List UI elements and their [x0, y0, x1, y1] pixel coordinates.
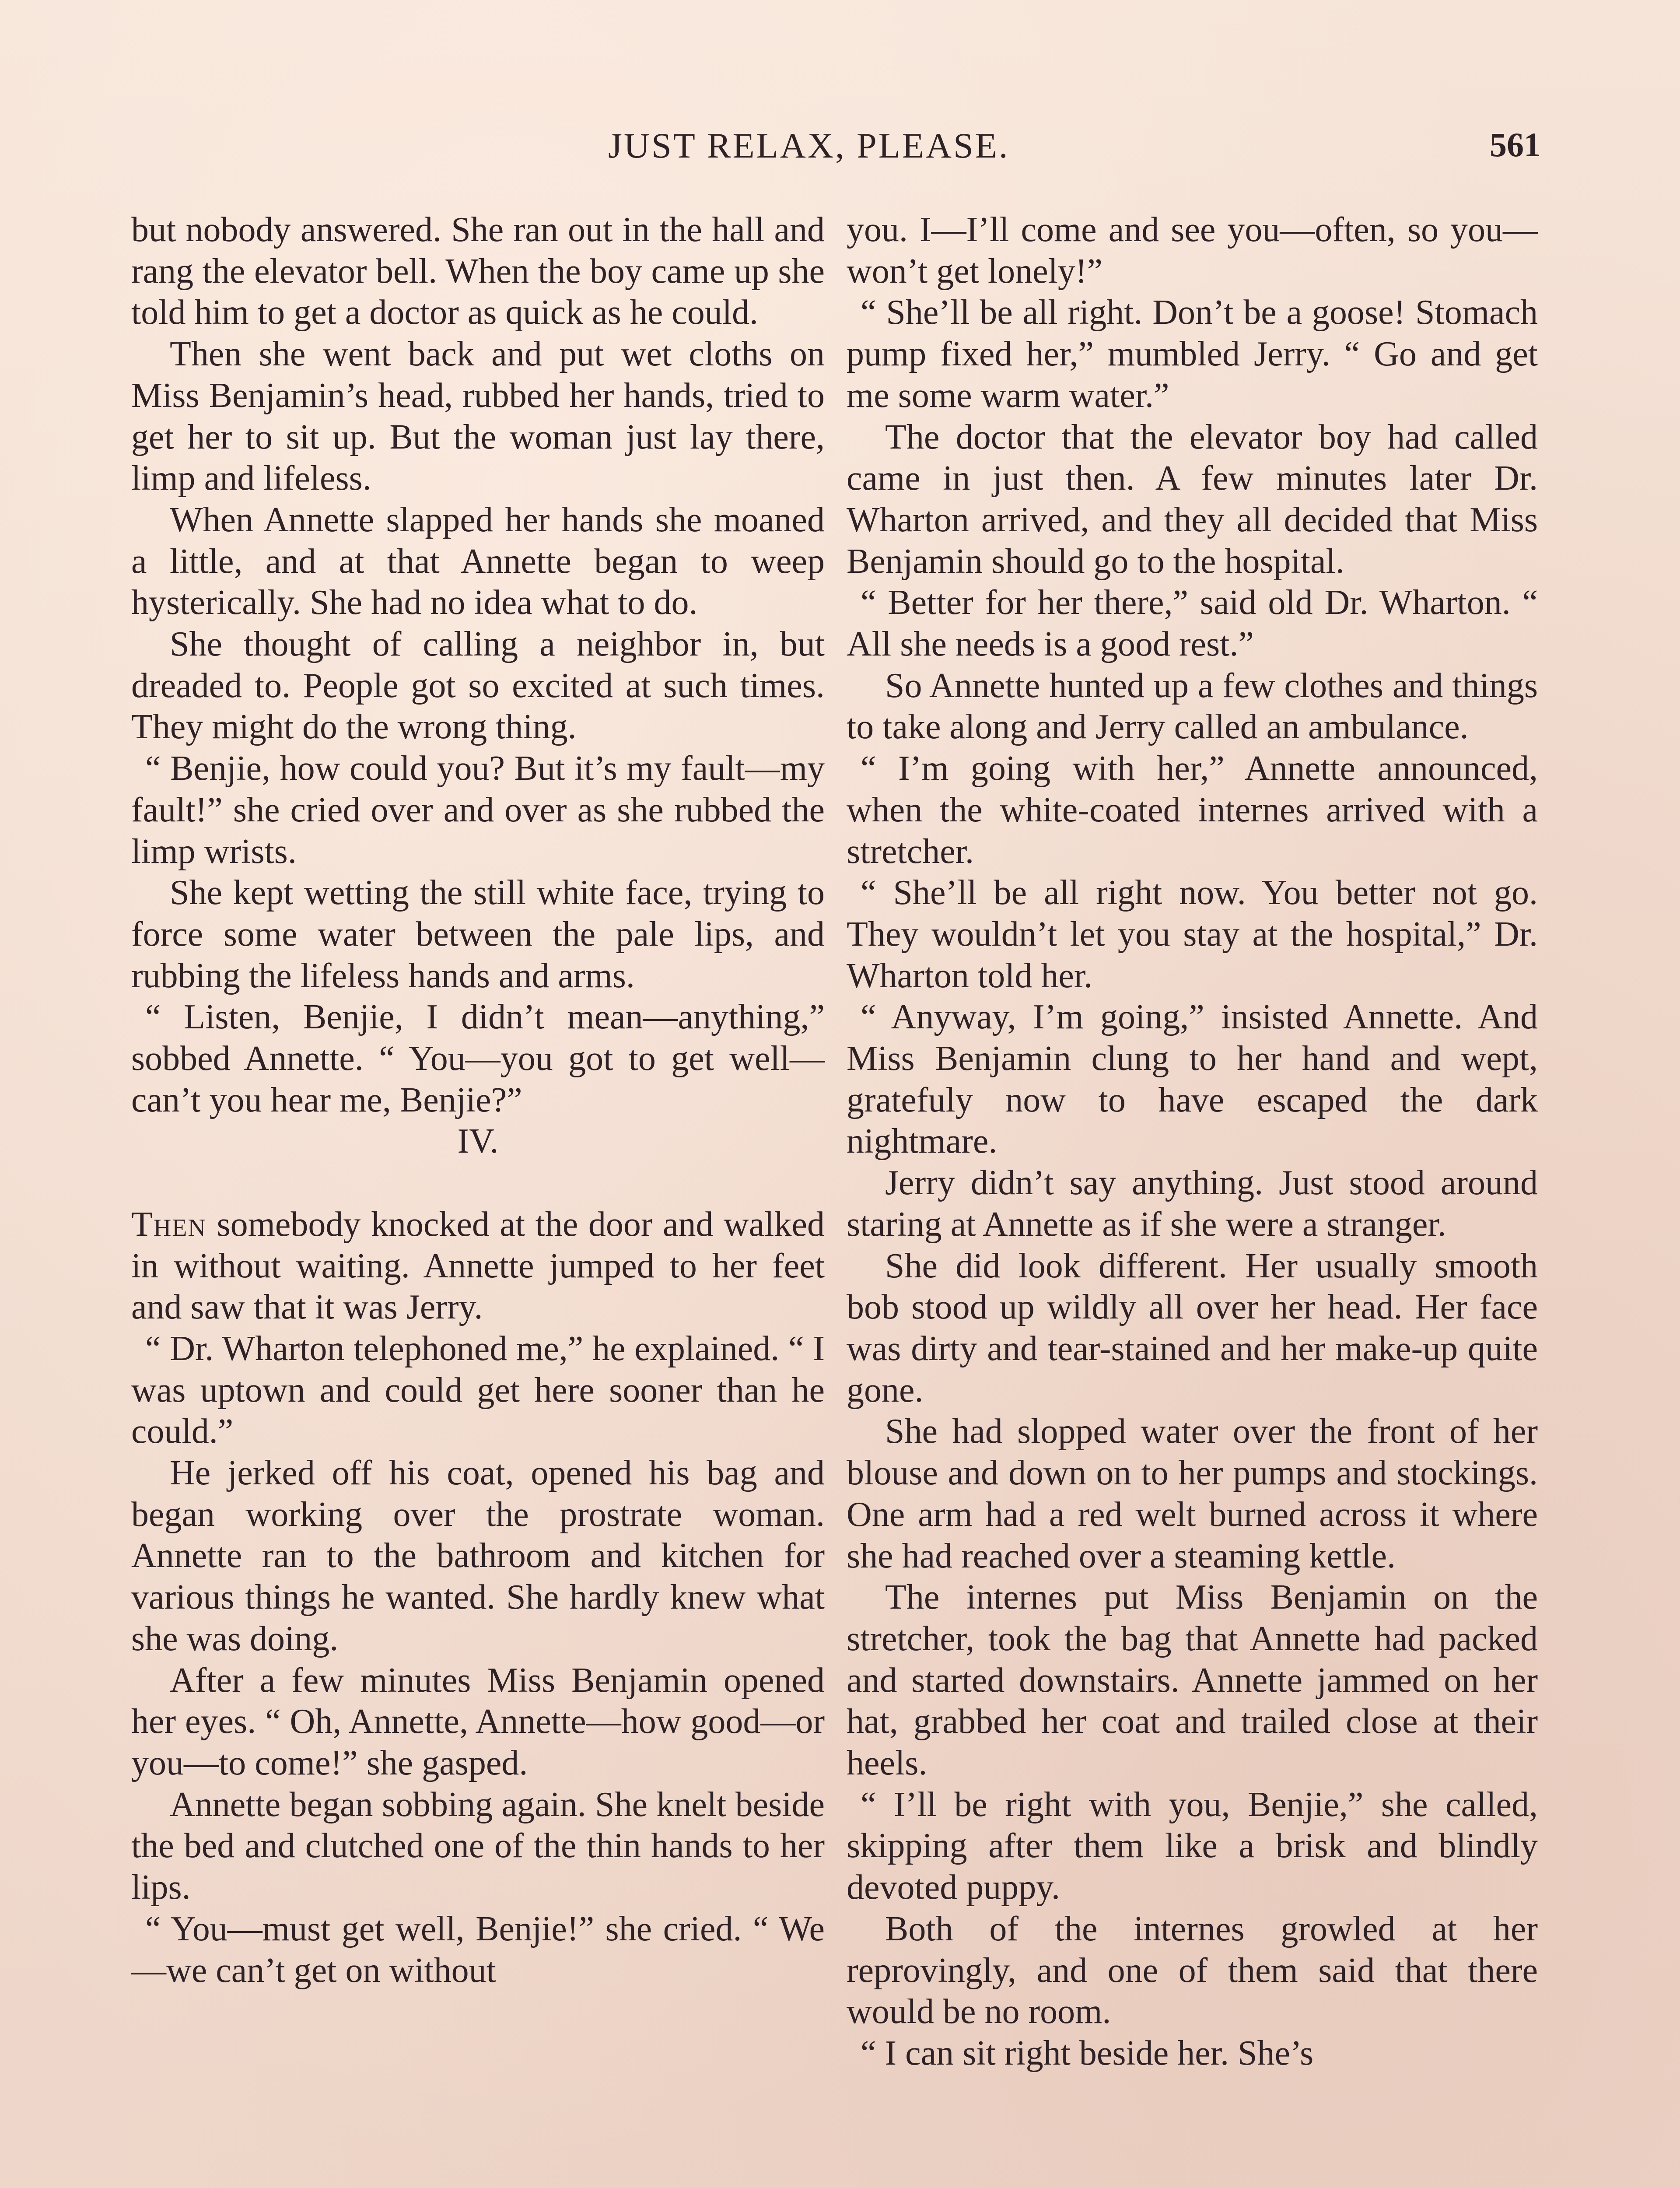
paragraph: So Annette hunted up a few clothes and things to take along and Jerry called an ambulance. [847, 666, 1538, 747]
paragraph: Then she went back and put wet cloths on Miss Benjamin’s head, rubbed her hands, tried to get her to sit up. But the woman just lay there, limp and lifeless. [131, 335, 825, 498]
paragraph: “ She’ll be all right now. You better not go. They wouldn’t let you stay at the hospital,” Dr. Wharton told her. [847, 873, 1538, 995]
paragraph: “ I’ll be right with you, Benjie,” she called, skipping after them like a brisk and blindly devoted puppy. [847, 1785, 1538, 1907]
paragraph: Both of the internes growled at her reprovingly, and one of them said that there would be no room. [847, 1909, 1538, 2031]
paragraph: Jerry didn’t say anything. Just stood around staring at Annette as if she were a stranger. [847, 1164, 1538, 1244]
paragraph: “ Better for her there,” said old Dr. Wharton. “ All she needs is a good rest.” [847, 583, 1538, 664]
paragraph: The doctor that the elevator boy had called came in just then. A few minutes later Dr. Wharton arrived, and they all decided that Miss Benjamin should go to the hospital. [847, 417, 1538, 581]
paragraph: “ Anyway, I’m going,” insisted Annette. And Miss Benjamin clung to her hand and wept, gratefuly now to have escaped the dark nightmare. [847, 998, 1538, 1161]
paragraph-rest: somebody knocked at the door and walked in without waiting. Annette jumped to her feet and saw that it was Jerry. [131, 1205, 825, 1327]
paragraph: “ I’m going with her,” Annette announced, when the white-coated internes arrived with a stretcher. [847, 749, 1538, 871]
page-number: 561 [1490, 126, 1541, 164]
paragraph: She did look different. Her usually smooth bob stood up wildly all over her head. Her face was dirty and tear-stained and her make-up quite gone. [847, 1246, 1538, 1410]
paragraph: The internes put Miss Benjamin on the stretcher, took the bag that Annette had packed and started downstairs. Annette jammed on her hat, grabbed her coat and trailed close at their heels. [847, 1578, 1538, 1783]
paragraph: you. I—I’ll come and see you—often, so you—won’t get lonely!” [847, 210, 1538, 291]
paragraph: She thought of calling a neighbor in, but dreaded to. People got so excited at such times. They might do the wrong thing. [131, 625, 825, 747]
paragraph: Annette began sobbing again. She knelt beside the bed and clutched one of the thin hands to her lips. [131, 1785, 825, 1907]
paragraph: She kept wetting the still white face, trying to force some water between the pale lips, and rubbing the lifeless hands and arms. [131, 873, 825, 995]
paragraph: “ You—must get well, Benjie!” she cried. “ We—we can’t get on without [131, 1909, 825, 1990]
paragraph: “ Benjie, how could you? But it’s my fault—my fault!” she cried over and over as she rubbed the limp wrists. [131, 749, 825, 871]
paragraph: “ She’ll be all right. Don’t be a goose! Stomach pump fixed her,” mumbled Jerry. “ Go and get me some warm water.” [847, 293, 1538, 415]
small-caps-lead: Then [131, 1205, 206, 1244]
section-opening-paragraph [131, 1204, 825, 1328]
section-heading: IV. [457, 1122, 499, 1161]
paragraph: “ I can sit right beside her. She’s [861, 2034, 1314, 2072]
left-column [131, 209, 825, 1991]
paragraph: After a few minutes Miss Benjamin opened her eyes. “ Oh, Annette, Annette—how good—or you—to come!” she gasped. [131, 1661, 825, 1782]
paragraph: “ Dr. Wharton telephoned me,” he explained. “ I was uptown and could get here sooner than he could.” [131, 1329, 825, 1451]
running-title: JUST RELAX, PLEASE. [608, 126, 1010, 165]
paragraph: She had slopped water over the front of her blouse and down on to her pumps and stockings. One arm had a red welt burned across it where she had reached over a steaming kettle. [847, 1412, 1538, 1575]
paragraph: He jerked off his coat, opened his bag and began working over the prostrate woman. Annette ran to the bathroom and kitchen for various things he wanted. She hardly knew what she was doing. [131, 1454, 825, 1658]
right-column [847, 209, 1538, 2074]
paragraph: but nobody answered. She ran out in the hall and rang the elevator bell. When the boy came up she told him to get a doctor as quick as he could. [131, 210, 825, 332]
paragraph: “ Listen, Benjie, I didn’t mean—anything,” sobbed Annette. “ You—you got to get well—can’t you hear me, Benjie?” [131, 998, 825, 1119]
paragraph: When Annette slapped her hands she moaned a little, and at that Annette began to weep hysterically. She had no idea what to do. [131, 500, 825, 622]
